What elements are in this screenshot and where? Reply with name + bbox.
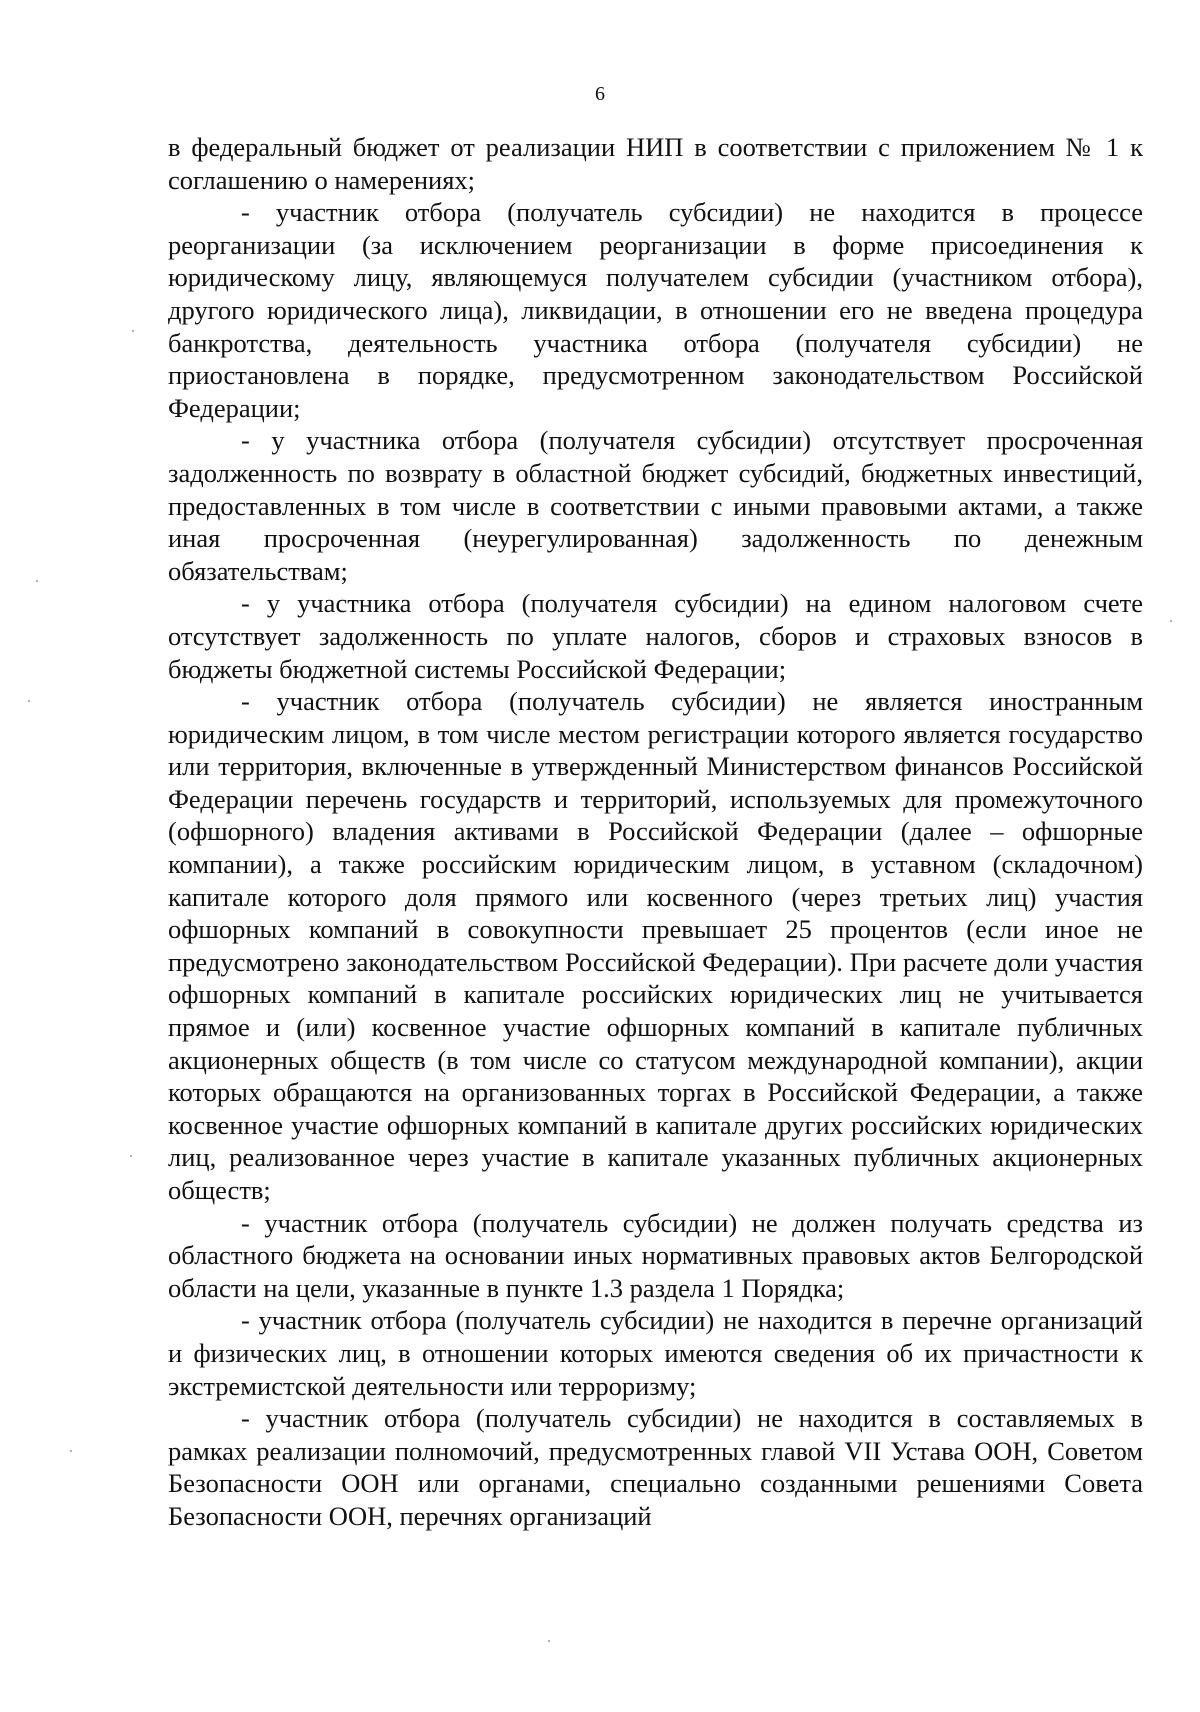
paragraph-no-reorganization: - участник отбора (получатель субсидии) не находится в процессе реорганизации (за исключением реорганизации в форме присоединения к юридическому лицу, являющемуся получателем субсидии (участником отбора), другого юридического лица), ликвидации, в отношении его не введена процедура банкротства, деятельность участника отбора (получателя субсидии) не приостановлена в порядке, предусмотренном законодательством Российской Федерации;: [168, 197, 1143, 423]
paragraph-not-offshore: - участник отбора (получатель субсидии) не является иностранным юридическим лицом, в том числе местом регистрации которого является государство или территория, включенные в утвержденный Министерством финансов Российской Федерации перечень государств и территорий, используемых для промежуточного (офшорного) владения активами в Российской Федерации (далее – офшорные компании), а также российским юридическим лицом, в уставном (складочном) капитале которого доля прямого или косвенного (через третьих лиц) участия офшорных компаний в совокупности превышает 25 процентов (если иное не предусмотрено законодательством Российской Федерации). При расчете доли участия офшорных компаний в капитале российских юридических лиц не учитывается прямое и (или) косвенное участие офшорных компаний в капитале публичных акционерных обществ (в том числе со статусом международной компании), акции которых обращаются на организованных торгах в Российской Федерации, а также косвенное участие офшорных компаний в капитале других российских юридических лиц, реализованное через участие в капитале указанных публичных акционерных обществ;: [168, 686, 1143, 1205]
paragraph-not-extremist-list: - участник отбора (получатель субсидии) не находится в перечне организаций и физических лиц, в отношении которых имеются сведения об их причастности к экстремистской деятельности или терроризму;: [168, 1305, 1143, 1401]
scan-speck: [36, 580, 38, 582]
scan-speck: [70, 1450, 72, 1452]
scan-speck: [548, 1640, 550, 1642]
scan-speck: [28, 700, 30, 702]
paragraph-continuation: в федеральный бюджет от реализации НИП в соответствии с приложением № 1 к соглашению о намерениях;: [168, 132, 1143, 195]
scan-speck: [132, 330, 134, 332]
paragraph-no-other-funding: - участник отбора (получатель субсидии) не должен получать средства из областного бюджета на основании иных нормативных правовых актов Белгородской области на цели, указанные в пункте 1.3 раздела 1 Порядка;: [168, 1207, 1143, 1303]
paragraph-no-tax-debt: - у участника отбора (получателя субсидии) на едином налоговом счете отсутствует задолженность по уплате налогов, сборов и страховых взносов в бюджеты бюджетной системы Российской Федерации;: [168, 588, 1143, 684]
scan-speck: [130, 1155, 132, 1157]
paragraph-no-overdue-debt: - у участника отбора (получателя субсидии) отсутствует просроченная задолженность по возврату в областной бюджет субсидий, бюджетных инвестиций, предоставленных в том числе в соответствии с иными правовыми актами, а также иная просроченная (неурегулированная) задолженность по денежным обязательствам;: [168, 425, 1143, 586]
document-body: [168, 131, 1143, 1533]
page-number: 6: [595, 83, 605, 105]
paragraph-not-un-list: - участник отбора (получатель субсидии) не находится в составляемых в рамках реализации полномочий, предусмотренных главой VII Устава ООН, Советом Безопасности ООН или органами, специально созданными решениями Совета Безопасности ООН, перечнях организаций: [168, 1403, 1143, 1531]
scan-speck: [1170, 620, 1172, 622]
